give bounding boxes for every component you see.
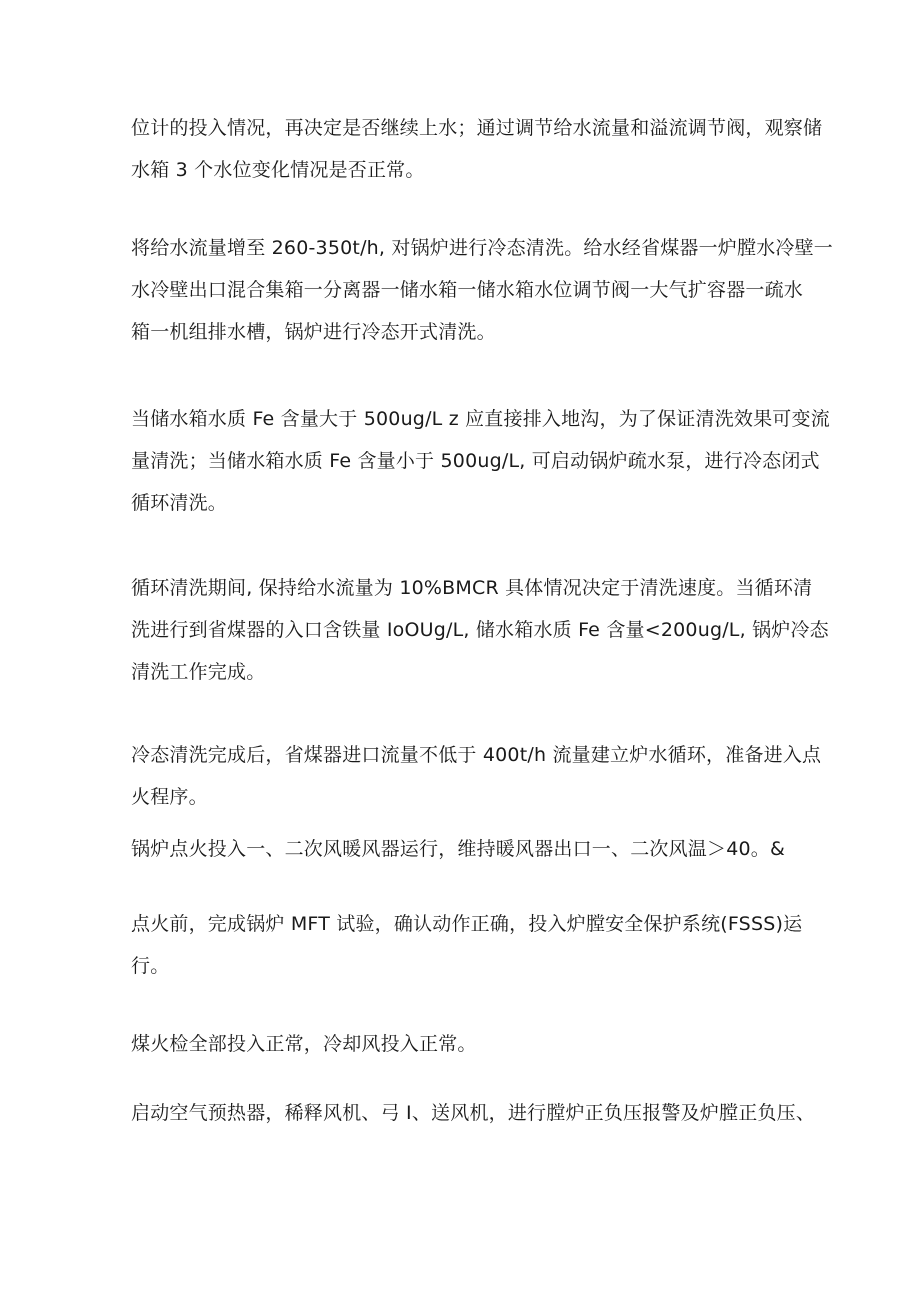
paragraph-line: 水箱 3 个水位变化情况是否正常。	[131, 159, 425, 181]
paragraph-cold-open-flush	[131, 227, 833, 353]
paragraph-line: 点火前，完成锅炉 MFT 试验，确认动作正确，投入炉膛安全保护系统(FSSS)运	[131, 913, 803, 935]
paragraph-line: 箱一机组排水槽，锅炉进行冷态开式清洗。	[131, 321, 496, 343]
paragraph-air-heater	[131, 828, 801, 870]
paragraph-fe-content-drain	[131, 398, 830, 524]
paragraph-line: 水冷壁出口混合集箱一分离器一储水箱一储水箱水位调节阀一大气扩容器一疏水	[131, 279, 804, 301]
paragraph-water-level-check	[131, 107, 823, 191]
paragraph-line: 量清洗；当储水箱水质 Fe 含量小于 500ug∕L, 可启动锅炉疏水泵，进行冷态闭式	[131, 450, 820, 472]
paragraph-line: 火程序。	[131, 786, 208, 808]
paragraph-line: 冷态清洗完成后，省煤器进口流量不低于 400t∕h 流量建立炉水循环，准备进入点	[131, 744, 822, 766]
paragraph-circulation-flush	[131, 567, 829, 693]
paragraph-mft-test	[131, 903, 801, 987]
paragraph-line: 循环清洗期间, 保持给水流量为 10%BMCR 具体情况决定于清洗速度。当循环清	[131, 577, 813, 599]
paragraph-line: 将给水流量增至 260-350t∕h, 对锅炉进行冷态清洗。给水经省煤器一炉膛水冷壁一	[131, 237, 833, 259]
paragraph-line: 清洗工作完成。	[131, 661, 266, 683]
paragraph-ignition-prep	[131, 734, 822, 818]
paragraph-start-fans	[131, 1092, 816, 1134]
paragraph-flame-detector	[131, 1023, 801, 1065]
paragraph-line: 洗进行到省煤器的入口含铁量 IoOUg/L, 储水箱水质 Fe 含量<200ug∕L, 锅炉冷态	[131, 619, 829, 641]
paragraph-line: 位计的投入情况，再决定是否继续上水；通过调节给水流量和溢流调节阀，观察储	[131, 117, 823, 139]
paragraph-line: 循环清洗。	[131, 492, 228, 514]
paragraph-line: 煤火检全部投入正常，冷却风投入正常。	[131, 1033, 477, 1055]
paragraph-line: 启动空气预热器，稀释风机、弓 I、送风机，进行膛炉正负压报警及炉膛正负压、	[131, 1102, 816, 1124]
paragraph-line: 锅炉点火投入一、二次风暖风器运行，维持暖风器出口一、二次风温＞40。&	[131, 838, 785, 860]
paragraph-line: 当储水箱水质 Fe 含量大于 500ug∕L z 应直接排入地沟，为了保证清洗效果可变流	[131, 408, 830, 430]
paragraph-line: 行。	[131, 955, 170, 977]
